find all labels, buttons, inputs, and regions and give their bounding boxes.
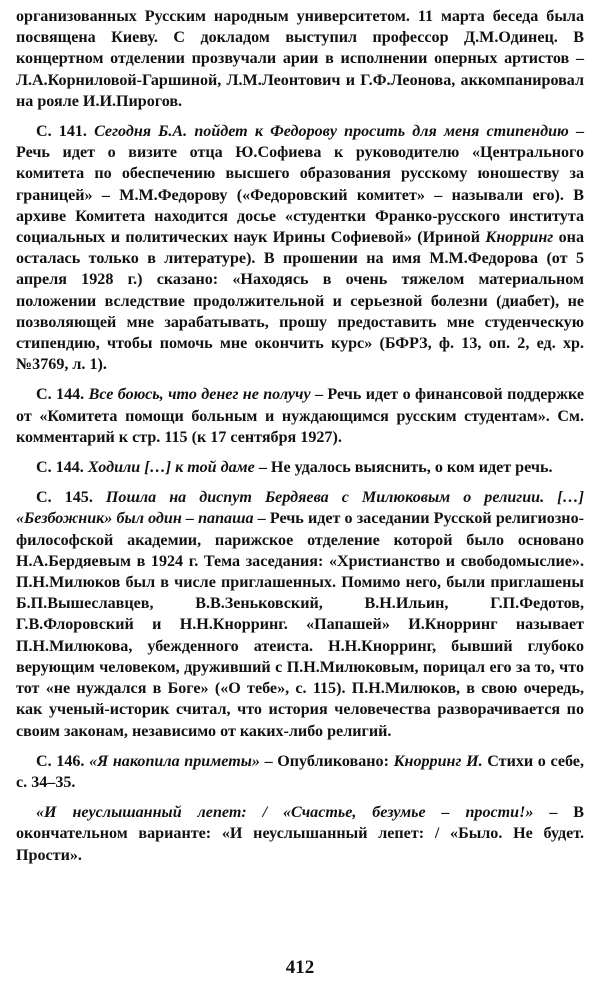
author-name: Кнорринг И. [393, 752, 483, 770]
text-segment: – Речь идет о визите отца Ю.Софиева к руководителю «Центрального комитета по обеспечению высшего образования русскому юношеству за границей» – М.М.Федорову («Федоровский комитет» – называли его). В архиве Комитета находится досье «студентки Франко-русского института социальных и политических наук Ирины Софиевой» (Ириной [16, 123, 584, 247]
quoted-phrase: «И неуслышанный лепет: / «Счастье, безумье – прости!» [36, 804, 534, 822]
text-segment: С. 144. [36, 386, 89, 404]
page-body [16, 6, 584, 875]
quoted-phrase: Сегодня Б.А. пойдет к Федорову просить для меня стипендию [94, 123, 569, 141]
page-number: 412 [285, 957, 315, 978]
text-segment: – В окончательном варианте: «И неуслышанный лепет: / «Было. Не будет. Прости». [16, 804, 584, 864]
text-segment: С. 144. [36, 459, 88, 477]
text-segment: организованных Русским народным университетом. 11 марта беседа была посвящена Киеву. С докладом выступил профессор Д.М.Одинец. В концертном отделении прозвучали арии в исполнении оперных артистов – Л.А.Корниловой-Гаршиной, Л.М.Леонтович и Г.Ф.Леонова, аккомпанировал на рояле И.И.Пирогов. [16, 8, 584, 110]
text-segment: Стихи о себе, с. 34–35. [16, 752, 584, 791]
text-segment: С. 146. [36, 752, 90, 770]
paragraph-note-variant [16, 802, 584, 866]
text-segment: она осталась только в литературе). В прошении на имя М.М.Федорова (от 5 апреля 1928 г.) сказано: «Находясь в очень тяжелом материальном положении вследствие продолжительной и серьезной болезни (диабет), не позволяющей мне зарабатывать, прошу предоставить мне студенческую стипендию, чтобы помочь мне окончить курс» (БФРЗ, ф. 13, оп. 2, ед. хр. №3769, л. 1). [16, 229, 584, 374]
text-segment: – Речь идет о финансовой поддержке от «Комитета помощи больным и нуждающимся русским студентам». См. комментарий к стр. 115 (к 17 сентября 1927). [16, 386, 584, 446]
quoted-phrase: Пошла на диспут Бердяева с Милюковым о религии. […] «Безбожник» был один – папаша [16, 489, 584, 528]
paragraph-note-141 [16, 121, 584, 375]
paragraph-note-144-b [16, 457, 584, 478]
paragraph-note-146 [16, 751, 584, 793]
text-segment: – Опубликовано: [259, 752, 394, 770]
text-segment: – Не удалось выяснить, о ком идет речь. [254, 459, 553, 477]
paragraph-note-145 [16, 487, 584, 741]
quoted-phrase: Кнорринг [485, 229, 554, 247]
text-segment: С. 145. [36, 489, 106, 507]
quoted-phrase: Все боюсь, что денег не получу [88, 386, 311, 404]
paragraph-continuation [16, 6, 584, 112]
paragraph-note-144-a [16, 384, 584, 448]
quoted-phrase: Ходили […] к той даме [87, 459, 255, 477]
text-segment: – Речь идет о заседании Русской религиозно-философской академии, парижское отделение которой было основано Н.А.Бердяевым в 1924 г. Тема заседания: «Христианство и свободомыслие». П.Н.Милюков был в числе приглашенных. Помимо него, были приглашены Б.П.Вышеславцев, В.В.Зеньковский, В.Н.Ильин, Г.П.Федотов, Г.В.Флоровский и Н.Н.Кнорринг. «Папашей» И.Кнорринг называет П.Н.Милюкова, убежденного атеиста. Н.Н.Кнорринг, бывший глубоко верующим человеком, друживший с П.Н.Милюковым, порицал его за то, что тот «не нуждался в Боге» («О тебе», с. 115). П.Н.Милюков, в свою очередь, как ученый-историк считал, что история человечества разворачивается по своим законам, независимо от каких-либо религий. [16, 510, 584, 740]
quoted-phrase: «Я накопила приметы» [89, 752, 260, 770]
text-segment: С. 141. [36, 123, 95, 141]
